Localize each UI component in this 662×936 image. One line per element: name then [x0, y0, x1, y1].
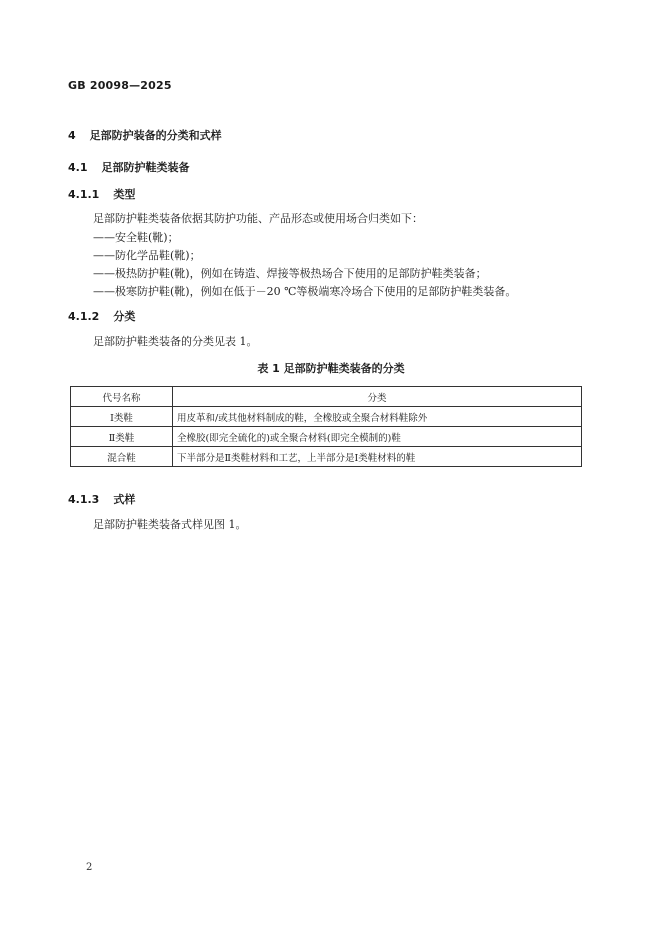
paragraph: 足部防护鞋类装备式样见图 1。 [93, 518, 247, 531]
section-number: 4.1 [68, 161, 88, 174]
section-title: 式样 [113, 493, 136, 506]
table-row [71, 447, 582, 467]
section-title: 分类 [113, 310, 136, 323]
table-row [71, 427, 582, 447]
table-header-cell: 分类 [173, 387, 582, 407]
page-number: 2 [86, 862, 93, 873]
table-cell: 用皮革和/或其他材料制成的鞋，全橡胶或全聚合材料鞋除外 [173, 407, 582, 427]
paragraph: 足部防护鞋类装备的分类见表 1。 [93, 335, 258, 348]
table-header-cell: 代号名称 [71, 387, 173, 407]
section-title: 类型 [113, 188, 136, 201]
section-title: 足部防护装备的分类和式样 [89, 129, 222, 142]
table-row [71, 407, 582, 427]
table-cell: Ⅱ类鞋 [71, 427, 173, 447]
table-header-row [71, 387, 582, 407]
list-item: ——极寒防护鞋(靴)，例如在低于－20 ℃等极端寒冷场合下使用的足部防护鞋类装备。 [93, 285, 517, 298]
table-caption: 表 1 足部防护鞋类装备的分类 [257, 362, 405, 375]
section-4-1-1-heading [68, 186, 135, 202]
section-4-1-2-heading [68, 308, 135, 324]
intro-paragraph: 足部防护鞋类装备依据其防护功能、产品形态或使用场合归类如下： [93, 212, 423, 225]
section-number: 4 [68, 129, 76, 142]
section-number: 4.1.1 [68, 188, 100, 201]
section-number: 4.1.3 [68, 493, 100, 506]
table-cell: 混合鞋 [71, 447, 173, 467]
list-item: ——极热防护鞋(靴)，例如在铸造、焊接等极热场合下使用的足部防护鞋类装备； [93, 267, 487, 280]
classification-table [70, 386, 582, 467]
section-4-1-3-heading [68, 491, 135, 507]
section-4-heading [68, 127, 222, 143]
section-4-1-heading [68, 159, 190, 175]
list-item: ——防化学品鞋(靴)； [93, 249, 201, 262]
standard-code: GB 20098—2025 [68, 79, 172, 92]
list-item: ——安全鞋(靴)； [93, 231, 179, 244]
section-title: 足部防护鞋类装备 [101, 161, 190, 174]
table-cell: 下半部分是Ⅱ类鞋材料和工艺，上半部分是Ⅰ类鞋材料的鞋 [173, 447, 582, 467]
table-cell: Ⅰ类鞋 [71, 407, 173, 427]
table-cell: 全橡胶(即完全硫化的)或全聚合材料(即完全模制的)鞋 [173, 427, 582, 447]
section-number: 4.1.2 [68, 310, 100, 323]
